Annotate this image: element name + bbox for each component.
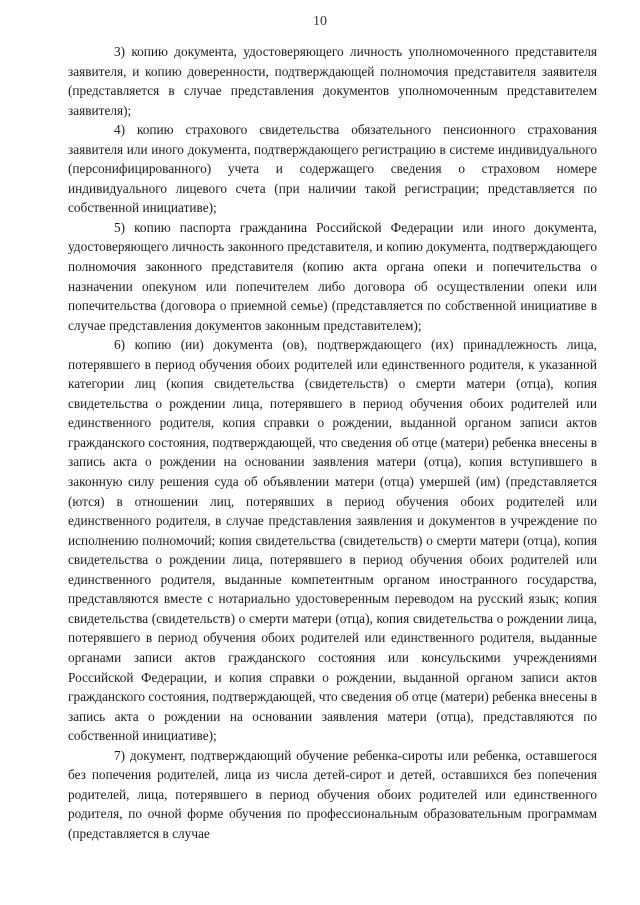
paragraph-item-7: 7) документ, подтверждающий обучение ребенка-сироты или ребенка, оставшегося без попечения родителей, лица из числа детей-сирот и детей, оставшихся без попечения родителей, лица, потерявшего в период обучения обоих родителей или единственного родителя, по очной форме обучения по профессиональным образовательным программам (представляется в случае: [68, 747, 597, 841]
paragraph-item-4: 4) копию страхового свидетельства обязательного пенсионного страхования заявителя или иного документа, подтверждающего регистрацию в системе индивидуального (персонифицированного) учета и содержащего сведения о страховом номере индивидуального лицевого счета (при наличии такой регистрации; представляется по собственной инициативе);: [68, 122, 597, 216]
paragraph-item-6: 6) копию (ии) документа (ов), подтверждающего (их) принадлежность лица, потерявшего в период обучения обоих родителей или единственного родителя, к указанной категории лиц (копия свидетельства (свидетельств) о смерти матери (отца), копия свидетельства о рождении лица, потерявшего в период обучения обоих родителей или единственного родителя, копия справки о рождении, выданной органом записи актов гражданского состояния, подтверждающей, что сведения об отце (матери) ребенка внесены в запись акта о рождении на основании заявления матери (отца), копия вступившего в законную силу решения суда об объявлении матери (отца) умершей (им) (представляется (ются) в отношении лиц, потерявших в период обучения обоих родителей или единственного родителя, в случае представления заявления и документов в учреждение по исполнению полномочий; копия свидетельства (свидетельств) о смерти матери (отца), копия свидетельства о рождении лица, потерявшего в период обучения обоих родителей или единственного родителя, выданные компетентным органом иностранного государства, представляются вместе с нотариально удостоверенным переводом на русский язык; копия свидетельства (свидетельств) о смерти матери (отца), копия свидетельства о рождении лица, потерявшего в период обучения обоих родителей или единственного родителя, выданные органами записи актов гражданского состояния или консульскими учреждениями Российской Федерации, и копия справки о рождении, выданной органом записи актов гражданского состояния, подтверждающей, что сведения об отце (матери) ребенка внесены в запись акта о рождении на основании заявления матери (отца), представляются по собственной инициативе);: [68, 337, 597, 744]
paragraph-item-3: 3) копию документа, удостоверяющего личность уполномоченного представителя заявителя, и копию доверенности, подтверждающей полномочия представителя заявителя (представляется в случае представления документов уполномоченным представителем заявителя);: [68, 44, 597, 118]
page-number: 10: [313, 14, 327, 29]
document-body: [68, 42, 597, 843]
paragraph-item-5: 5) копию паспорта гражданина Российской Федерации или иного документа, удостоверяющего личность законного представителя, и копию документа, подтверждающего полномочия законного представителя (копию акта органа опеки и попечительства о назначении опекуном или попечителем либо договора об осуществлении опеки или попечительства (договора о приемной семье) (представляется по собственной инициативе в случае представления документов законным представителем);: [68, 219, 597, 333]
